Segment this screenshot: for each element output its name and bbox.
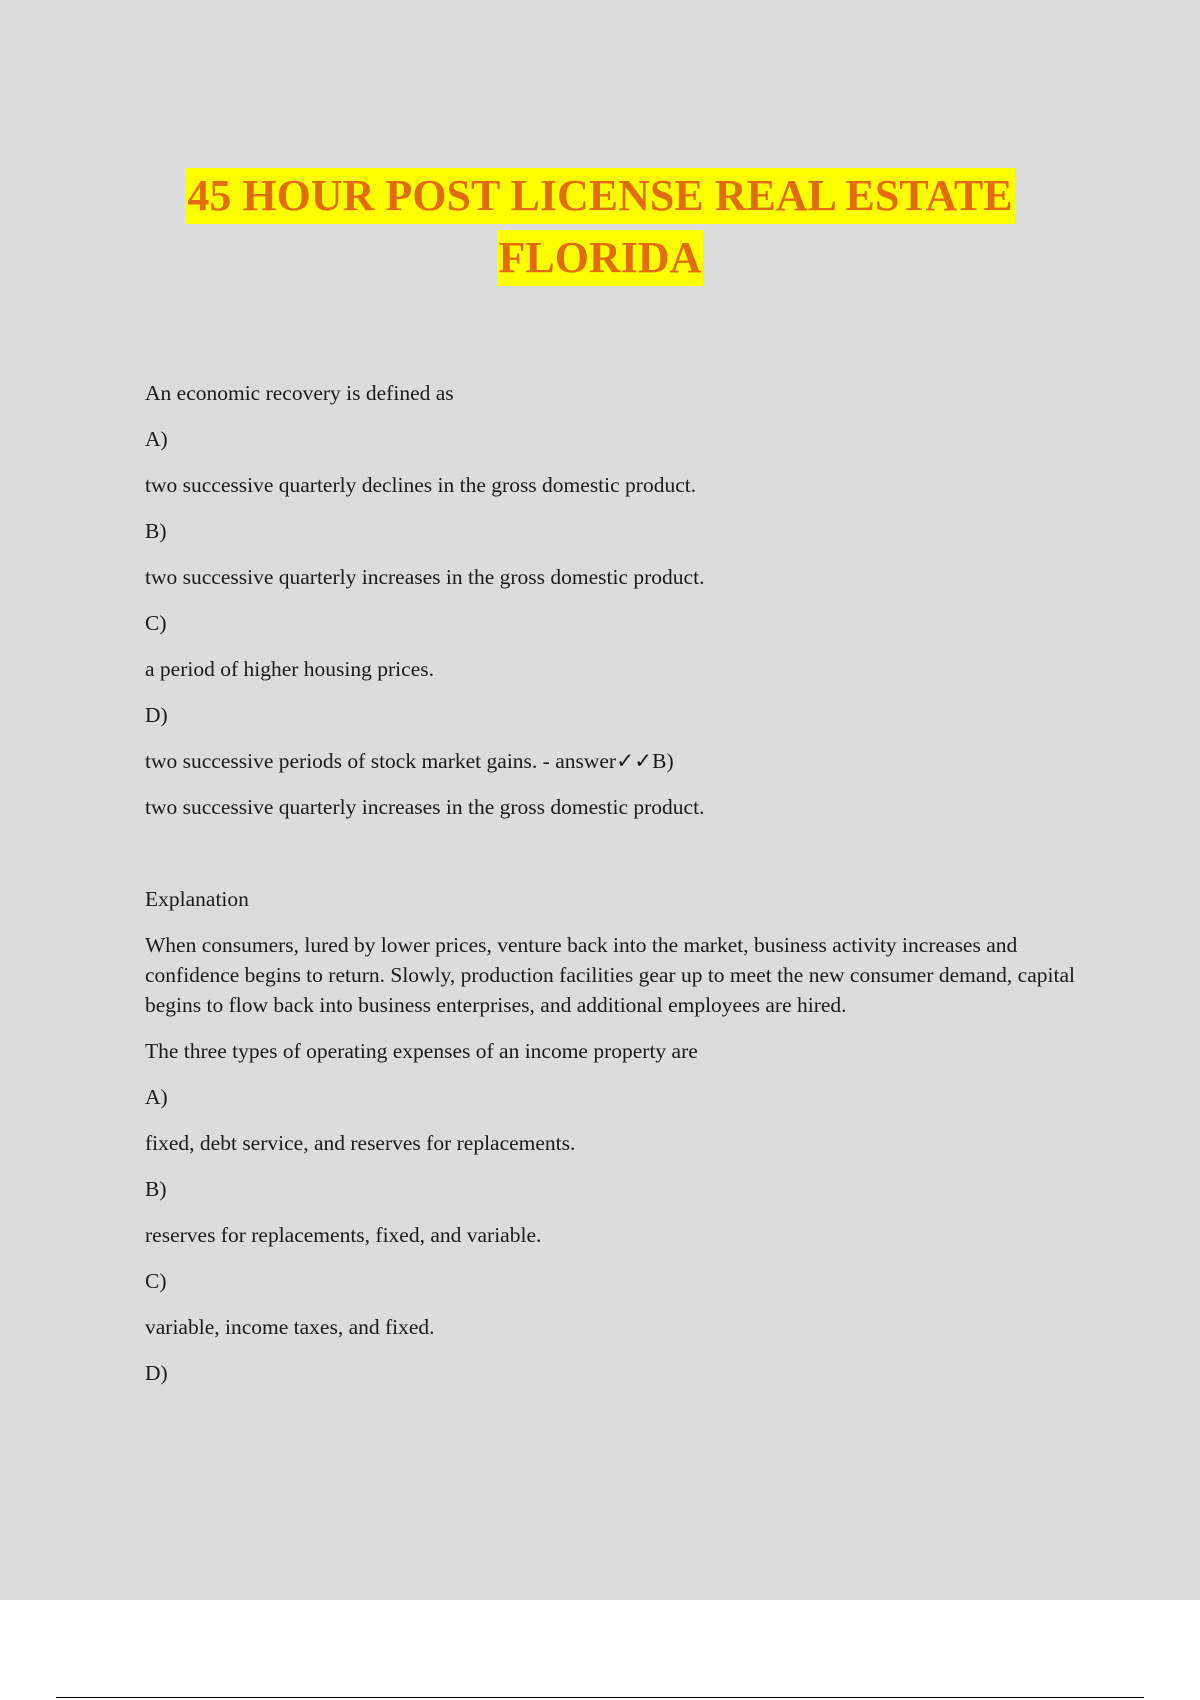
- answer-text: two successive quarterly increases in the gross domestic product.: [145, 795, 705, 819]
- explanation-heading: Explanation: [145, 887, 249, 911]
- option-label: A): [145, 1085, 168, 1109]
- option-text: variable, income taxes, and fixed.: [145, 1315, 435, 1339]
- title-line-2: FLORIDA: [497, 230, 704, 286]
- option-label: D): [145, 1361, 168, 1385]
- option-text: fixed, debt service, and reserves for replacements.: [145, 1131, 576, 1155]
- option-label: C): [145, 1269, 167, 1293]
- page-bottom-rule: [56, 1697, 1144, 1698]
- option-text: reserves for replacements, fixed, and variable.: [145, 1223, 542, 1247]
- option-text: two successive quarterly increases in the gross domestic product.: [145, 565, 705, 589]
- question-stem: An economic recovery is defined as: [145, 381, 454, 405]
- explanation-paragraph: When consumers, lured by lower prices, venture back into the market, business activity increases and confidence begins to return. Slowly, production facilities gear up to meet the new consumer demand, capital begins to flow back into business enterprises, and additional employees are hired.: [145, 933, 1075, 1017]
- option-label: A): [145, 427, 168, 451]
- option-label: B): [145, 1177, 167, 1201]
- option-text-with-answer: two successive periods of stock market gains. - answer✓✓B): [145, 749, 674, 773]
- option-text: two successive quarterly declines in the gross domestic product.: [145, 473, 697, 497]
- question-stem: The three types of operating expenses of an income property are: [145, 1039, 698, 1063]
- option-label: C): [145, 611, 167, 635]
- option-label: D): [145, 703, 168, 727]
- document-title: [0, 168, 1200, 292]
- title-line-1: 45 HOUR POST LICENSE REAL ESTATE: [185, 168, 1014, 224]
- option-text: a period of higher housing prices.: [145, 657, 434, 681]
- document-body: [145, 378, 1095, 1404]
- option-label: B): [145, 519, 167, 543]
